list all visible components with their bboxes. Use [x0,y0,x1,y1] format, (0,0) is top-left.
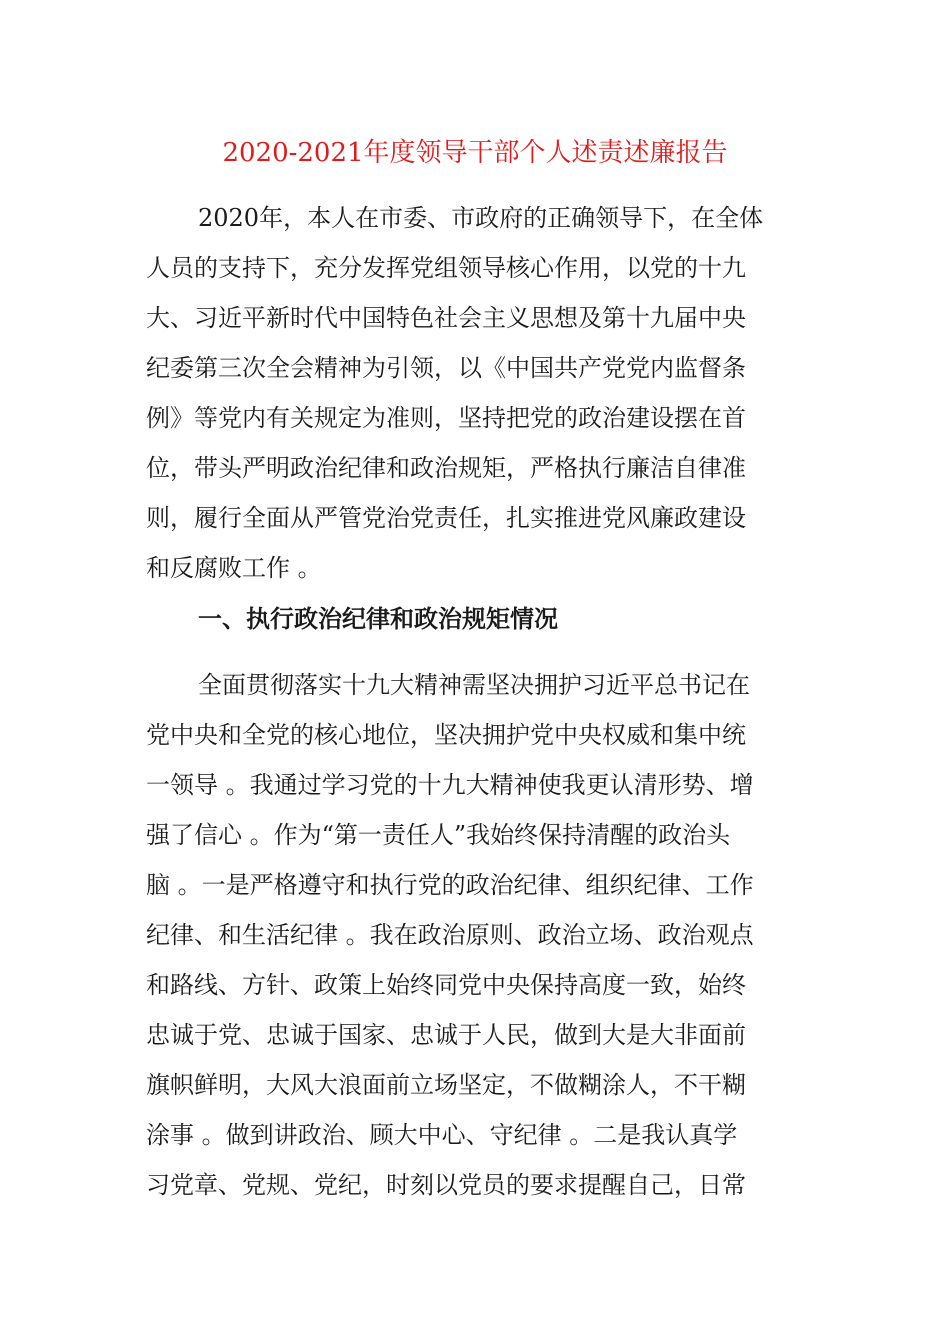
paragraph-line: 习党章、党规、党纪，时刻以党员的要求提醒自己，日常 [146,1171,746,1199]
paragraph-line: 脑 。一是严格遵守和执行党的政治纪律、组织纪律、工作 [146,871,754,899]
paragraph-line: 和路线、方针、政策上始终同党中央保持高度一致，始终 [146,971,746,999]
document-title: 2020-2021年度领导干部个人述责述廉报告 [222,138,728,168]
paragraph-line: 和反腐败工作 。 [146,554,322,582]
paragraph-line: 例》等党内有关规定为准则，坚持把党的政治建设摆在首 [146,404,746,432]
paragraph-line: 纪律、和生活纪律 。我在政治原则、政治立场、政治观点 [146,921,754,949]
paragraph-line: 忠诚于党、忠诚于国家、忠诚于人民，做到大是大非面前 [146,1021,746,1049]
paragraph-line: 大、习近平新时代中国特色社会主义思想及第十九届中央 [146,304,746,332]
paragraph-line: 则，履行全面从严管党治党责任，扎实推进党风廉政建设 [146,504,746,532]
paragraph-line: 党中央和全党的核心地位，坚决拥护党中央权威和集中统 [146,721,746,749]
paragraph-section1 [146,660,806,1210]
paragraph-line: 人员的支持下，充分发挥党组领导核心作用，以党的十九 [146,254,746,282]
paragraph-line: 纪委第三次全会精神为引领，以《中国共产党党内监督条 [146,354,746,382]
paragraph-line: 涂事 。做到讲政治、顾大中心、守纪律 。二是我认真学 [146,1121,738,1149]
paragraph-line: 全面贯彻落实十九大精神需坚决拥护习近平总书记在 [198,671,750,699]
paragraph-line: 一领导 。我通过学习党的十九大精神使我更认清形势、增 [146,771,754,799]
section-heading: 一、执行政治纪律和政治规矩情况 [198,604,558,633]
paragraph-line: 2020年，本人在市委、市政府的正确领导下，在全体 [198,204,764,232]
paragraph-intro [146,193,806,593]
paragraph-line: 位，带头严明政治纪律和政治规矩，严格执行廉洁自律准 [146,454,746,482]
paragraph-line: 强了信心 。作为“第一责任人”我始终保持清醒的政治头 [146,821,731,849]
paragraph-line: 旗帜鲜明，大风大浪面前立场坚定，不做糊涂人，不干糊 [146,1071,746,1099]
